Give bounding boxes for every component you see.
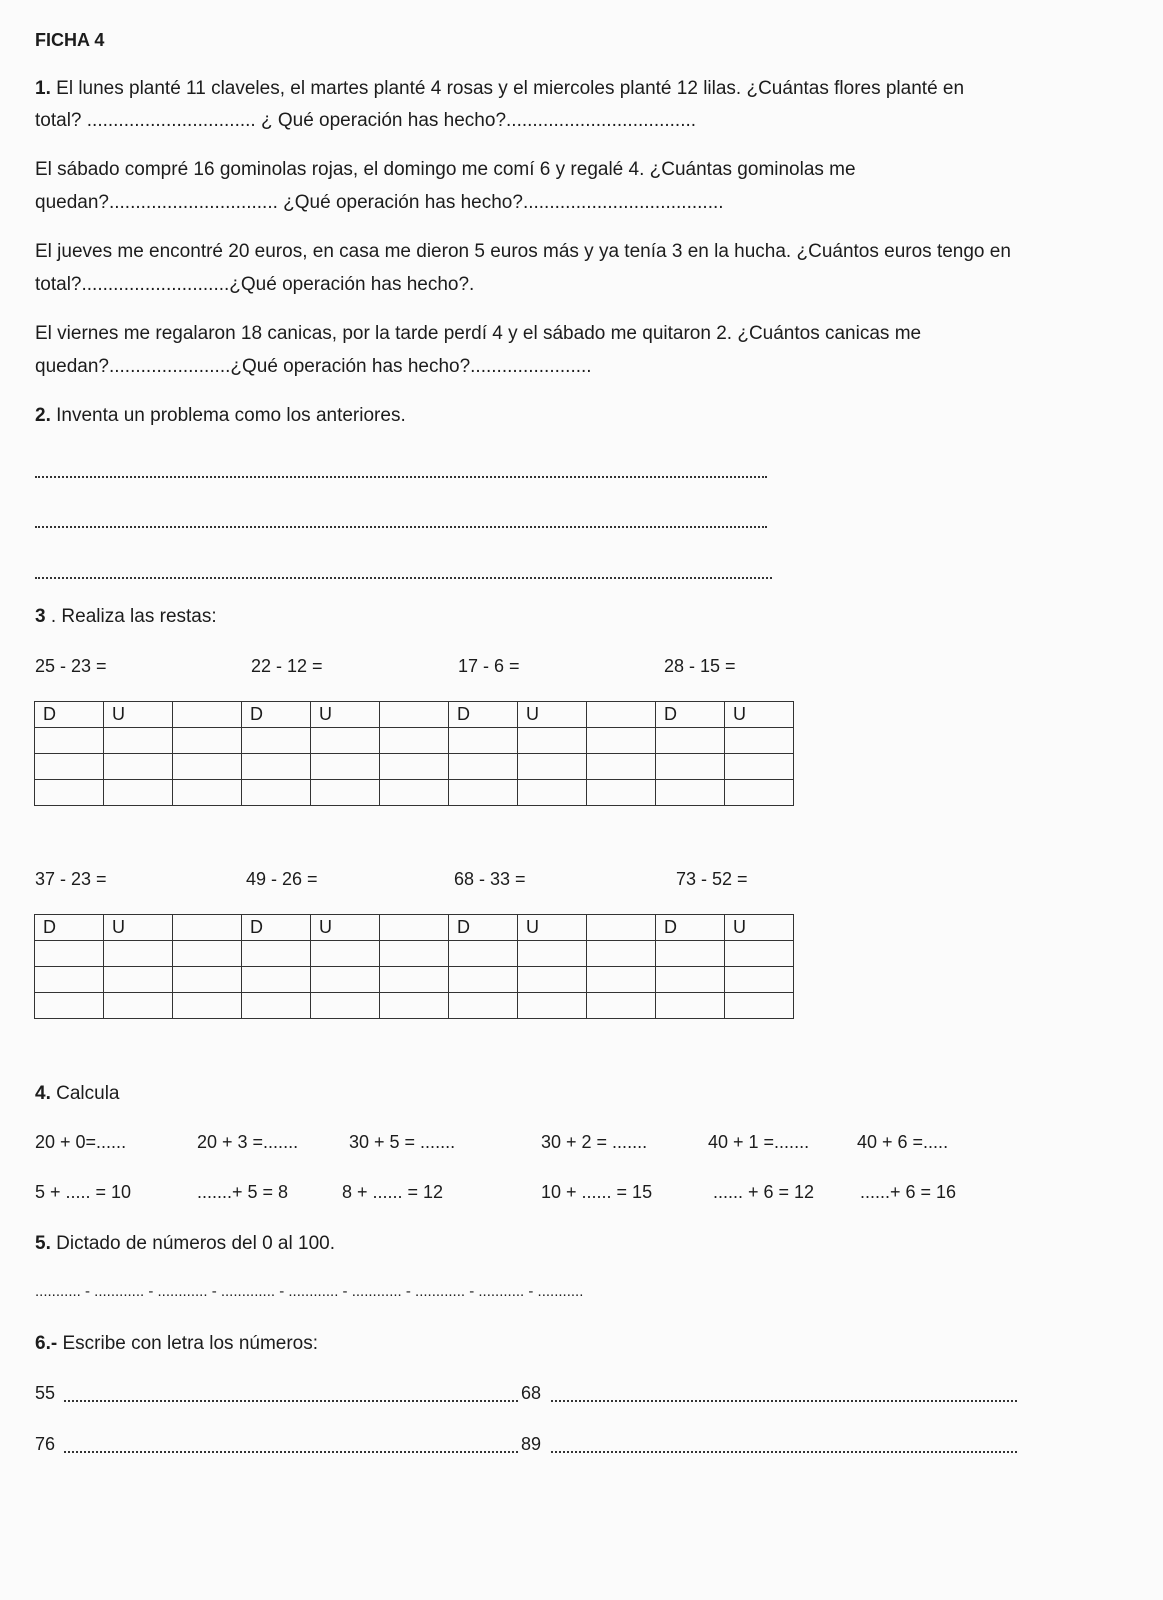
col-u-label: U [311,702,380,728]
col-d-label: D [449,915,518,941]
answer-cell[interactable] [725,754,794,780]
ex1-p1a-text: El lunes planté 11 claveles, el martes planté 4 rosas y el miercoles planté 12 lilas. ¿Cuántas flores planté en [56,78,965,99]
answer-cell[interactable] [104,941,173,967]
answer-cell[interactable] [35,780,104,806]
answer-cell[interactable] [35,967,104,993]
answer-cell[interactable] [242,941,311,967]
answer-cell[interactable] [518,993,587,1019]
ex6-text: Escribe con letra los números: [57,1333,319,1354]
missing-addend-3: 8 + ...... = 12 [342,1182,444,1202]
col-u-label: U [104,915,173,941]
du-grid-row-2 [34,914,794,1019]
missing-addend-2: .......+ 5 = 8 [197,1182,289,1202]
ex1-problem-1-line-2: total? ................................ ¿ Qué operación has hecho?.................................... [35,110,697,131]
subtraction-6: 49 - 26 = [246,869,318,889]
col-u-label: U [104,702,173,728]
answer-line-3[interactable] [35,577,772,579]
answer-cell[interactable] [35,993,104,1019]
answer-cell[interactable] [104,728,173,754]
col-d-label: D [449,702,518,728]
ex1-problem-4-line-1: El viernes me regalaron 18 canicas, por la tarde perdí 4 y el sábado me quitaron 2. ¿Cuántos canicas me [35,323,922,344]
subtraction-5: 37 - 23 = [35,869,107,889]
answer-cell[interactable] [518,728,587,754]
answer-cell[interactable] [725,993,794,1019]
answer-cell[interactable] [311,967,380,993]
missing-addend-4: 10 + ...... = 15 [541,1182,653,1202]
answer-line-2[interactable] [35,526,767,528]
answer-cell[interactable] [242,728,311,754]
ex1-problem-3-line-2: total?............................¿Qué operación has hecho?. [35,274,475,295]
ex3-number: 3 [35,606,46,627]
answer-cell[interactable] [449,754,518,780]
answer-cell[interactable] [242,754,311,780]
answer-cell[interactable] [104,780,173,806]
answer-cell[interactable] [311,754,380,780]
col-u-label: U [518,915,587,941]
number-55: 55 [35,1383,56,1403]
addition-3: 30 + 5 = ....... [349,1132,456,1152]
answer-cell[interactable] [449,780,518,806]
answer-cell[interactable] [242,993,311,1019]
answer-cell[interactable] [242,967,311,993]
answer-cell[interactable] [104,967,173,993]
col-d-label: D [242,702,311,728]
col-d-label: D [35,915,104,941]
answer-line-1[interactable] [35,476,767,478]
ex6-heading [35,1333,318,1356]
answer-cell[interactable] [35,728,104,754]
addition-2: 20 + 3 =....... [197,1132,299,1152]
col-u-label: U [725,702,794,728]
answer-cell[interactable] [311,993,380,1019]
answer-cell[interactable] [725,967,794,993]
answer-cell[interactable] [518,941,587,967]
answer-cell[interactable] [104,754,173,780]
answer-cell[interactable] [725,728,794,754]
ex3-heading [35,606,217,629]
page-title: FICHA 4 [35,30,105,50]
answer-cell[interactable] [311,780,380,806]
ex4-number: 4. [35,1083,51,1104]
subtraction-1: 25 - 23 = [35,656,107,676]
subtraction-3: 17 - 6 = [458,656,520,676]
subtraction-7: 68 - 33 = [454,869,526,889]
subtraction-8: 73 - 52 = [676,869,748,889]
col-d-label: D [656,915,725,941]
answer-cell[interactable] [656,993,725,1019]
answer-cell[interactable] [725,780,794,806]
col-d-label: D [656,702,725,728]
missing-addend-6: ......+ 6 = 16 [860,1182,957,1202]
col-u-label: U [311,915,380,941]
ex1-problem-3-line-1: El jueves me encontré 20 euros, en casa me dieron 5 euros más y ya tenía 3 en la hucha. ¿Cuántos euros tengo en [35,241,1011,262]
answer-cell[interactable] [656,967,725,993]
addition-6: 40 + 6 =..... [857,1132,949,1152]
ex2-text: Inventa un problema como los anteriores. [50,405,406,426]
answer-cell[interactable] [311,728,380,754]
answer-cell[interactable] [656,941,725,967]
answer-cell[interactable] [518,967,587,993]
answer-cell[interactable] [518,780,587,806]
answer-cell[interactable] [449,728,518,754]
answer-cell[interactable] [449,993,518,1019]
dictation-blanks[interactable]: ........... - ............ - ............ - ............. - ............ - ............ - ............ - ........... - ........... [35,1283,584,1300]
ex5-text: Dictado de números del 0 al 100. [50,1233,335,1254]
ex1-problem-1-line-1 [35,78,964,101]
answer-cell[interactable] [656,754,725,780]
ex5-number: 5. [35,1233,51,1254]
subtraction-2: 22 - 12 = [251,656,323,676]
answer-cell[interactable] [104,993,173,1019]
ex6-number: 6.- [35,1333,58,1354]
answer-line-89[interactable] [551,1451,1017,1453]
answer-cell[interactable] [449,967,518,993]
ex1-number: 1. [35,78,51,99]
ex1-problem-2-line-1: El sábado compré 16 gominolas rojas, el domingo me comí 6 y regalé 4. ¿Cuántas gominolas me [35,159,856,180]
number-68: 68 [521,1383,542,1403]
ex4-text: Calcula [50,1083,120,1104]
missing-addend-1: 5 + ..... = 10 [35,1182,132,1202]
answer-cell[interactable] [449,941,518,967]
answer-cell[interactable] [518,754,587,780]
answer-cell[interactable] [725,941,794,967]
ex4-heading [35,1083,120,1106]
number-89: 89 [521,1434,542,1454]
answer-line-55[interactable] [64,1400,518,1402]
ex1-problem-4-line-2: quedan?.......................¿Qué operación has hecho?....................... [35,356,592,377]
missing-addend-5: ...... + 6 = 12 [713,1182,815,1202]
col-u-label: U [725,915,794,941]
col-u-label: U [518,702,587,728]
answer-line-76[interactable] [64,1451,518,1453]
addition-1: 20 + 0=...... [35,1132,127,1152]
col-d-label: D [242,915,311,941]
ex2-number: 2. [35,405,51,426]
answer-cell[interactable] [242,780,311,806]
col-d-label: D [35,702,104,728]
number-76: 76 [35,1434,56,1454]
answer-line-68[interactable] [551,1400,1017,1402]
ex1-problem-2-line-2: quedan?................................ ¿Qué operación has hecho?...................................... [35,192,724,213]
du-grid-row-1 [34,701,794,806]
subtraction-4: 28 - 15 = [664,656,736,676]
answer-cell[interactable] [35,754,104,780]
ex5-heading [35,1233,335,1256]
addition-5: 40 + 1 =....... [708,1132,810,1152]
ex2-heading [35,405,406,428]
answer-cell[interactable] [656,780,725,806]
answer-cell[interactable] [35,941,104,967]
answer-cell[interactable] [656,728,725,754]
addition-4: 30 + 2 = ....... [541,1132,648,1152]
answer-cell[interactable] [311,941,380,967]
ex3-text: . Realiza las restas: [45,606,217,627]
